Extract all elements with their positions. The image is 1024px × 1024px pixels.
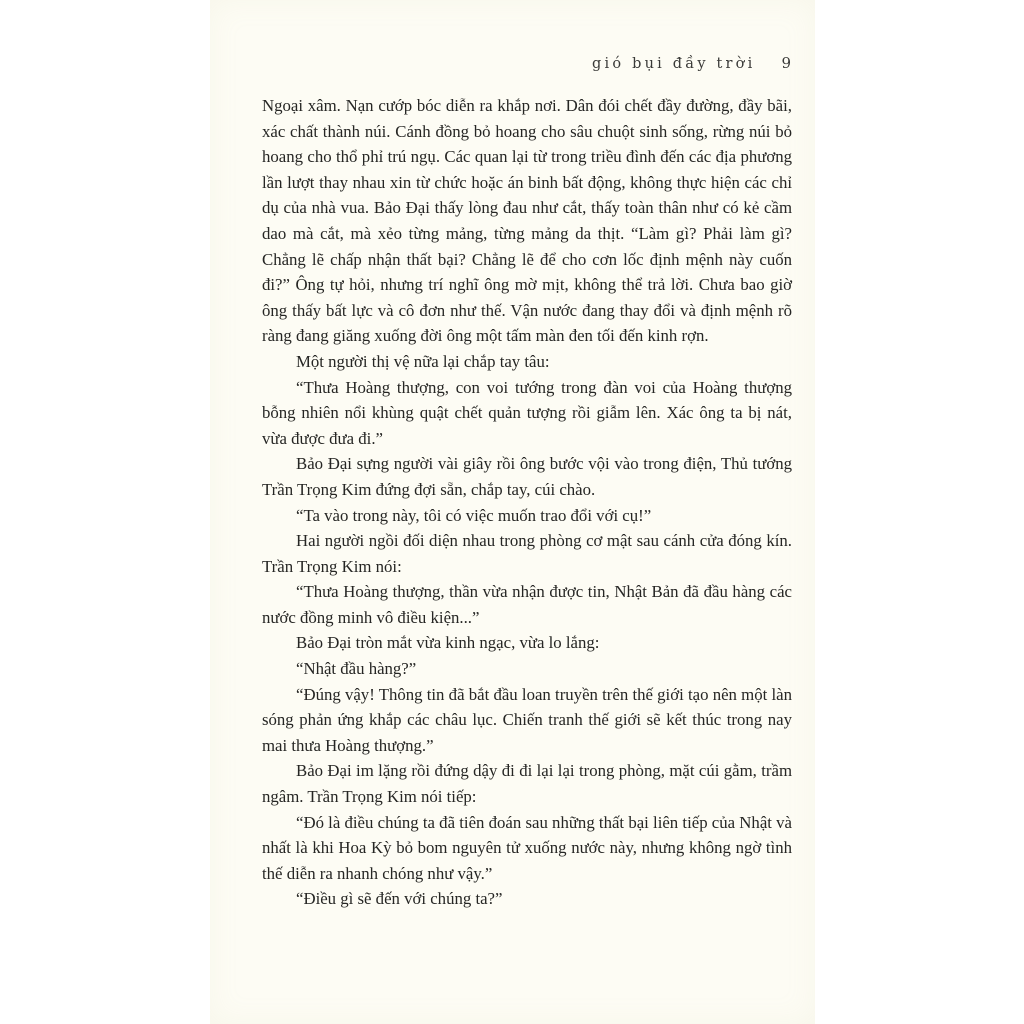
paragraph: Hai người ngồi đối diện nhau trong phòng cơ mật sau cánh cửa đóng kín. Trần Trọng Kim nói: (262, 531, 792, 576)
running-head-title: gió bụi đầy trời (592, 56, 756, 72)
paragraph: “Đó là điều chúng ta đã tiên đoán sau những thất bại liên tiếp của Nhật và nhất là khi Hoa Kỳ bỏ bom nguyên tử xuống nước này, nhưng không ngờ tình thế diễn ra nhanh chóng như vậy.” (262, 812, 792, 883)
body-text (262, 93, 792, 912)
paragraph: “Nhật đầu hàng?” (296, 659, 417, 679)
paragraph: Ngoại xâm. Nạn cướp bóc diễn ra khắp nơi. Dân đói chết đầy đường, đầy bãi, xác chất thành núi. Cánh đồng bỏ hoang cho sâu chuột sinh sống, rừng núi bỏ hoang cho thổ phỉ trú ngụ. Các quan lại từ trong triều đình đến các địa phương lần lượt thay nhau xin từ chức hoặc án binh bất động, không thực hiện các chỉ dụ của nhà vua. Bảo Đại thấy lòng đau như cắt, thấy toàn thân như có kẻ cầm dao mà cắt, mà xẻo từng mảng, từng mảng da thịt. “Làm gì? Phải làm gì? Chẳng lẽ chấp nhận thất bại? Chẳng lẽ để cho cơn lốc định mệnh này cuốn đi?” Ông tự hỏi, nhưng trí nghĩ ông mờ mịt, không thể trả lời. Chưa bao giờ ông thấy bất lực và cô đơn như thế. Vận nước đang thay đổi và định mệnh rõ ràng đang giăng xuống đời ông một tấm màn đen tối đến kinh rợn. (262, 96, 792, 346)
paragraph: Bảo Đại tròn mắt vừa kinh ngạc, vừa lo lắng: (296, 633, 600, 653)
paragraph: Một người thị vệ nữa lại chắp tay tâu: (296, 351, 550, 371)
paragraph: Bảo Đại im lặng rồi đứng dậy đi đi lại lại trong phòng, mặt cúi gằm, trầm ngâm. Trần Trọng Kim nói tiếp: (262, 761, 792, 807)
paragraph: “Đúng vậy! Thông tin đã bắt đầu loan truyền trên thế giới tạo nên một làn sóng phản ứng khắp các châu lục. Chiến tranh thế giới sẽ kết thúc trong nay mai thưa Hoàng thượng.” (262, 684, 792, 755)
paragraph: Bảo Đại sựng người vài giây rồi ông bước vội vào trong điện, Thủ tướng Trần Trọng Kim đứng đợi sẵn, chắp tay, cúi chào. (262, 454, 792, 499)
paragraph: “Ta vào trong này, tôi có việc muốn trao đổi với cụ!” (296, 505, 652, 525)
book-page (210, 0, 815, 1024)
paragraph: “Thưa Hoàng thượng, thần vừa nhận được tin, Nhật Bản đã đầu hàng các nước đồng minh vô điều kiện...” (262, 582, 792, 627)
paragraph: “Điều gì sẽ đến với chúng ta?” (296, 889, 503, 909)
paragraph: “Thưa Hoàng thượng, con voi tướng trong đàn voi của Hoàng thượng bỗng nhiên nổi khùng quật chết quản tượng rồi giẫm lên. Xác ông ta bị nát, vừa được đưa đi.” (262, 377, 792, 448)
page-number: 9 (781, 54, 791, 72)
running-head (592, 54, 791, 72)
